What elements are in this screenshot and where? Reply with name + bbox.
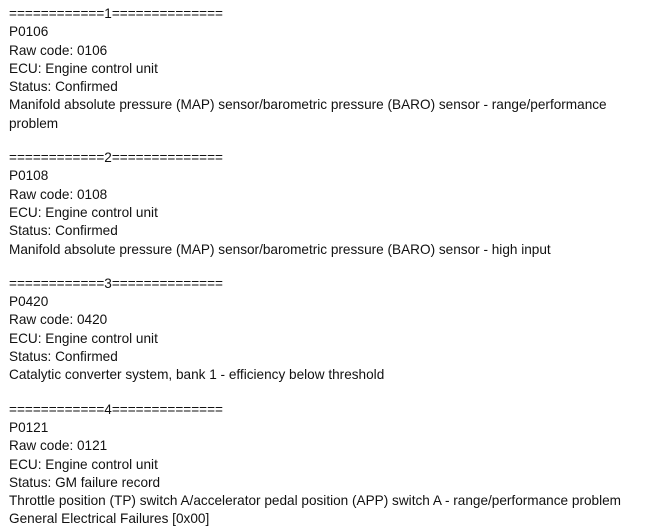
ecu-label: ECU: Engine control unit: [9, 330, 158, 346]
dtc-description: Manifold absolute pressure (MAP) sensor/barometric pressure (BARO) sensor - range/performance problem: [9, 97, 611, 131]
dtc-entry-2: [9, 149, 645, 259]
dtc-entry-3: [9, 275, 645, 385]
raw-code: Raw code: 0121: [9, 438, 108, 454]
dtc-code: P0121: [9, 419, 49, 435]
entry-separator: ============1==============: [9, 6, 223, 21]
status-label: Status: Confirmed: [9, 349, 118, 365]
dtc-report: [9, 5, 645, 529]
raw-code: Raw code: 0106: [9, 42, 108, 58]
dtc-extra-info: General Electrical Failures [0x00]: [9, 511, 210, 527]
ecu-label: ECU: Engine control unit: [9, 60, 158, 76]
raw-code: Raw code: 0108: [9, 186, 108, 202]
dtc-description: Manifold absolute pressure (MAP) sensor/barometric pressure (BARO) sensor - high input: [9, 241, 551, 257]
ecu-label: ECU: Engine control unit: [9, 204, 158, 220]
status-label: Status: Confirmed: [9, 79, 118, 95]
status-label: Status: Confirmed: [9, 223, 118, 239]
dtc-description: Catalytic converter system, bank 1 - efficiency below threshold: [9, 367, 385, 383]
dtc-code: P0108: [9, 168, 49, 184]
dtc-entry-4: [9, 401, 645, 529]
entry-separator: ============4==============: [9, 401, 223, 417]
entry-separator: ============3==============: [9, 275, 223, 291]
status-label: Status: GM failure record: [9, 474, 161, 490]
entry-separator: ============2==============: [9, 150, 223, 166]
raw-code: Raw code: 0420: [9, 312, 108, 328]
dtc-description: Throttle position (TP) switch A/accelerator pedal position (APP) switch A - range/performance problem: [9, 493, 621, 509]
dtc-entry-1: [9, 5, 645, 133]
dtc-code: P0106: [9, 24, 49, 40]
dtc-code: P0420: [9, 294, 49, 310]
ecu-label: ECU: Engine control unit: [9, 456, 158, 472]
